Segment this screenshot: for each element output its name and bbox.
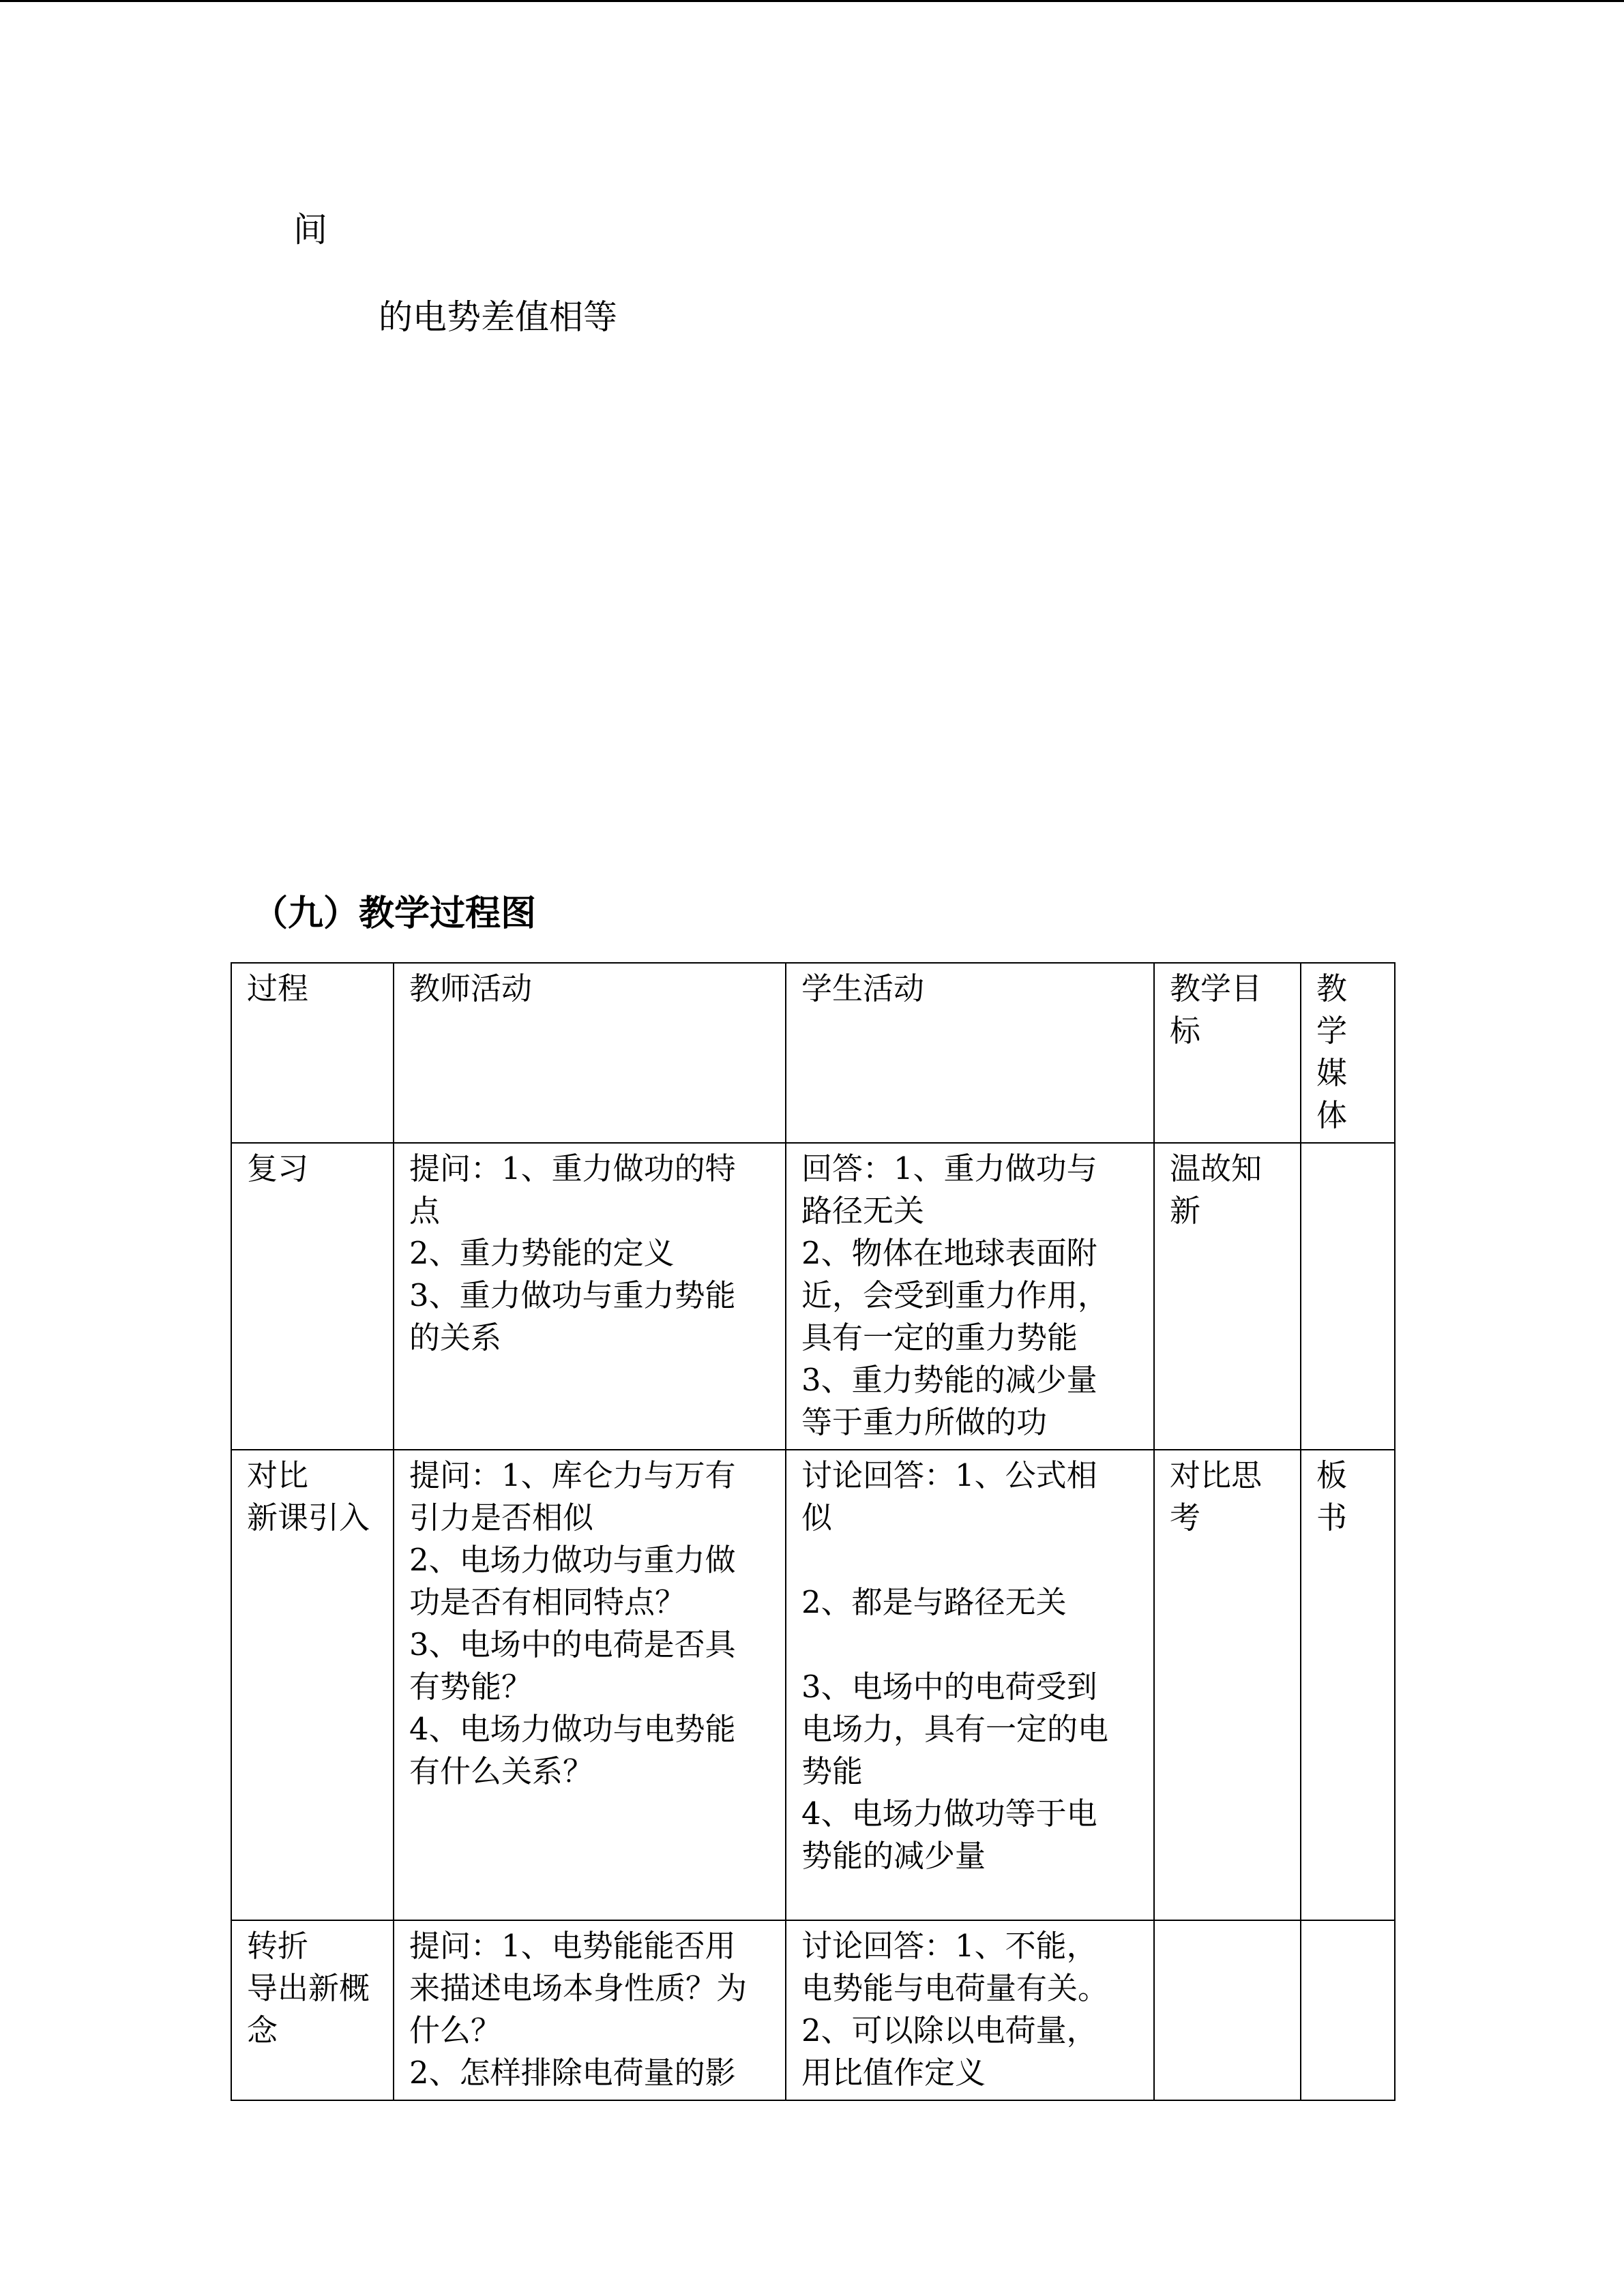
cell-line: 3、电场中的电荷受到: [801, 1669, 1097, 1705]
cell-line: 近，会受到重力作用，: [801, 1277, 1109, 1313]
cell-line: 来描述电场本身性质？为: [409, 1970, 748, 2006]
cell-line: 复习: [247, 1150, 309, 1187]
header-teaching-goal: [1154, 963, 1301, 1143]
cell-line: 念: [247, 2012, 278, 2048]
cell-student-activity: [786, 1143, 1154, 1450]
cell-line: 提问：1、库仑力与万有: [409, 1457, 736, 1493]
cell-line: 势能的减少量: [801, 1838, 986, 1874]
cell-line: 板: [1316, 1457, 1348, 1493]
cell-teacher-activity: [394, 1143, 786, 1450]
section-title: （九）教学过程图: [252, 893, 537, 934]
cell-line: 标: [1170, 1013, 1201, 1049]
cell-line: 2、物体在地球表面附: [801, 1235, 1097, 1271]
cell-line: 新: [1170, 1193, 1201, 1229]
cell-process: [231, 1143, 394, 1450]
table-row: [231, 1920, 1395, 2100]
cell-line: 媒: [1316, 1055, 1348, 1091]
page-top-border: [0, 0, 1624, 2]
cell-line: 用比值作定义: [801, 2055, 986, 2091]
cell-line: 对比: [247, 1457, 309, 1493]
cell-line: 似: [801, 1500, 833, 1536]
header-teacher-activity: [394, 963, 786, 1143]
cell-line: 转折: [247, 1928, 309, 1964]
cell-process: [231, 1920, 394, 2100]
cell-line: 有什么关系？: [409, 1753, 594, 1789]
cell-line: 有势能？: [409, 1669, 533, 1705]
cell-student-activity: [786, 1920, 1154, 2100]
cell-line: 书: [1316, 1500, 1348, 1536]
cell-line: 过程: [247, 970, 309, 1007]
header-student-activity: [786, 963, 1154, 1143]
cell-student-activity: [786, 1450, 1154, 1920]
cell-line: 提问：1、电势能能否用: [409, 1928, 736, 1964]
cell-teaching-goal: [1154, 1920, 1301, 2100]
table-header-row: [231, 963, 1395, 1143]
cell-teaching-goal: [1154, 1450, 1301, 1920]
cell-line: 2、怎样排除电荷量的影: [409, 2055, 736, 2091]
cell-line: 2、电场力做功与重力做: [409, 1542, 736, 1578]
text-fragment-1: 间: [293, 210, 327, 250]
cell-line: 电势能与电荷量有关。: [801, 1970, 1109, 2006]
cell-line: 等于重力所做的功: [801, 1404, 1048, 1440]
cell-line: 学: [1316, 1013, 1348, 1049]
cell-line: 提问：1、重力做功的特: [409, 1150, 736, 1187]
cell-line: [801, 1624, 1140, 1666]
cell-line: 点: [409, 1193, 441, 1229]
cell-line: 4、电场力做功等于电: [801, 1795, 1097, 1832]
header-teaching-media: [1301, 963, 1395, 1143]
cell-line: 2、都是与路径无关: [801, 1584, 1067, 1620]
cell-line: 新课引入: [247, 1500, 370, 1536]
cell-line: 考: [1170, 1500, 1201, 1536]
cell-line: 3、电场中的电荷是否具: [409, 1626, 736, 1663]
cell-line: 2、可以除以电荷量，: [801, 2012, 1097, 2048]
cell-line: 教师活动: [409, 970, 533, 1007]
cell-line: 的关系: [409, 1320, 502, 1356]
cell-line: 3、重力做功与重力势能: [409, 1277, 736, 1313]
cell-line: 导出新概: [247, 1970, 370, 2006]
text-fragment-2: 的电势差值相等: [379, 297, 617, 337]
cell-line: 3、重力势能的减少量: [801, 1362, 1097, 1398]
cell-line: 讨论回答：1、公式相: [801, 1457, 1097, 1493]
table-row: [231, 1143, 1395, 1450]
cell-line: 学生活动: [801, 970, 925, 1007]
cell-teaching-media: [1301, 1143, 1395, 1450]
cell-line: 功是否有相同特点？: [409, 1584, 686, 1620]
cell-teacher-activity: [394, 1920, 786, 2100]
table-row: [231, 1450, 1395, 1920]
cell-line: 势能: [801, 1753, 863, 1789]
header-process: [231, 963, 394, 1143]
cell-line: 引力是否相似: [409, 1500, 594, 1536]
cell-line: 2、重力势能的定义: [409, 1235, 675, 1271]
cell-teaching-media: [1301, 1920, 1395, 2100]
cell-teaching-media: [1301, 1450, 1395, 1920]
cell-line: 什么？: [409, 2012, 502, 2048]
cell-line: [801, 1539, 1140, 1581]
cell-line: 电场力，具有一定的电: [801, 1711, 1109, 1747]
cell-process: [231, 1450, 394, 1920]
cell-line: 温故知: [1170, 1150, 1263, 1187]
cell-line: 对比思: [1170, 1457, 1263, 1493]
teaching-process-table: [231, 962, 1396, 2101]
cell-line: 教学目: [1170, 970, 1263, 1007]
cell-line: 教: [1316, 970, 1348, 1007]
cell-teacher-activity: [394, 1450, 786, 1920]
cell-line: 回答：1、重力做功与: [801, 1150, 1097, 1187]
cell-teaching-goal: [1154, 1143, 1301, 1450]
cell-line: 路径无关: [801, 1193, 925, 1229]
cell-line: 体: [1316, 1097, 1348, 1133]
cell-line: 讨论回答：1、不能，: [801, 1928, 1097, 1964]
cell-line: 4、电场力做功与电势能: [409, 1711, 736, 1747]
cell-line: 具有一定的重力势能: [801, 1320, 1078, 1356]
